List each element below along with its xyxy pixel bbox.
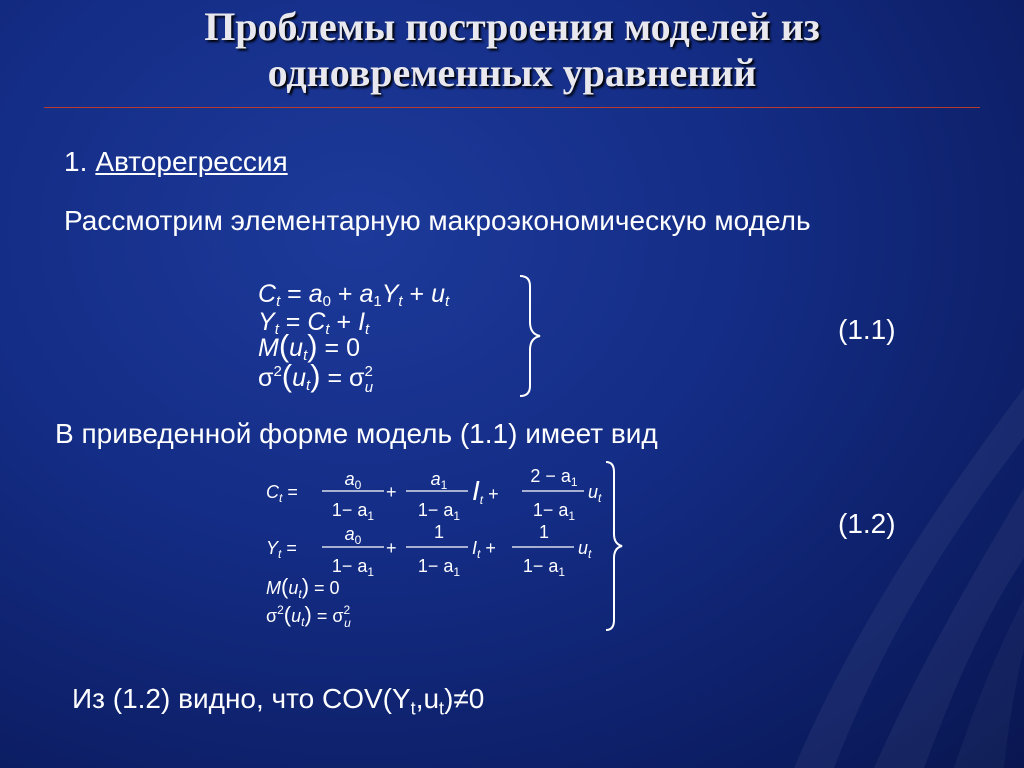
eq2-3: $M(u_t) = 0$ bbox=[266, 574, 340, 601]
svg-text:Yt =: $Y_t$ = bbox=[266, 538, 297, 561]
svg-text:a1: $a_1$ bbox=[430, 469, 448, 492]
title-line-2: одновременных уравнений bbox=[267, 50, 757, 95]
svg-text:ut: $u_t$ bbox=[578, 538, 592, 561]
section-label: Авторегрессия bbox=[95, 146, 288, 177]
eq1-1: Ct = a0 + a1Yt + ut bbox=[258, 280, 450, 310]
eq2-4: $\sigma^2(u_t) = \sigma^2$ u bbox=[266, 602, 351, 630]
svg-text:2 − a1: $2 - a_1$ bbox=[530, 466, 578, 489]
svg-text:1: 1 bbox=[433, 522, 445, 542]
slide-title bbox=[0, 4, 1024, 96]
svg-text:a0: $a_0$ bbox=[344, 469, 362, 492]
svg-text:ut: $u_t$ bbox=[588, 482, 602, 505]
svg-text:It +: $I_t$ + bbox=[472, 475, 499, 507]
eq1-3: M(ut) = 0 bbox=[258, 328, 360, 364]
equation-number-2: (1.2) bbox=[838, 508, 896, 539]
svg-text:1− a1: $1- a_1$ bbox=[417, 500, 461, 523]
background-decoration bbox=[684, 368, 1024, 768]
brace-right-icon bbox=[520, 276, 540, 396]
reduced-form-text: В приведенной форме модель (1.1) имеет вид bbox=[55, 418, 658, 449]
svg-text:1− a1: $1- a_1$ bbox=[331, 556, 375, 579]
title-divider bbox=[44, 107, 980, 108]
svg-text:1− a1: $1- a_1$ bbox=[532, 500, 576, 523]
conclusion-text: Из (1.2) видно, что $COV(Y_t,u_t)\ne 0$ bbox=[72, 683, 485, 719]
svg-text:1− a1: $1- a_1$ bbox=[522, 556, 566, 579]
svg-text:1− a1: $1- a_1$ bbox=[331, 500, 375, 523]
svg-text:a0: $a_0$ bbox=[344, 524, 362, 547]
eq2-2 bbox=[266, 522, 592, 579]
svg-text:1: 1 bbox=[538, 522, 550, 542]
eq2-1 bbox=[266, 466, 602, 523]
section-number: 1. bbox=[64, 146, 88, 177]
svg-text:1− a1: $1- a_1$ bbox=[417, 556, 461, 579]
equation-number-1: (1.1) bbox=[838, 314, 896, 345]
svg-text:Ct =: $C_t$ = bbox=[266, 482, 298, 505]
section-heading bbox=[64, 146, 288, 178]
svg-text:+: + bbox=[386, 482, 397, 502]
brace-right-icon bbox=[606, 462, 622, 630]
svg-text:+: + bbox=[386, 538, 397, 558]
eq1-4: $\sigma^2(ut) = \sigma^2$ u bbox=[258, 358, 374, 396]
eq1-2: Yt = Ct + It bbox=[258, 308, 370, 338]
equation-system-2 bbox=[258, 456, 638, 636]
svg-text:It +: $I_t$ + bbox=[472, 538, 496, 561]
title-line-1: Проблемы построения моделей из bbox=[204, 4, 820, 49]
intro-text: Рассмотрим элементарную макроэкономическую модель bbox=[64, 205, 811, 236]
equation-system-1 bbox=[250, 268, 550, 400]
